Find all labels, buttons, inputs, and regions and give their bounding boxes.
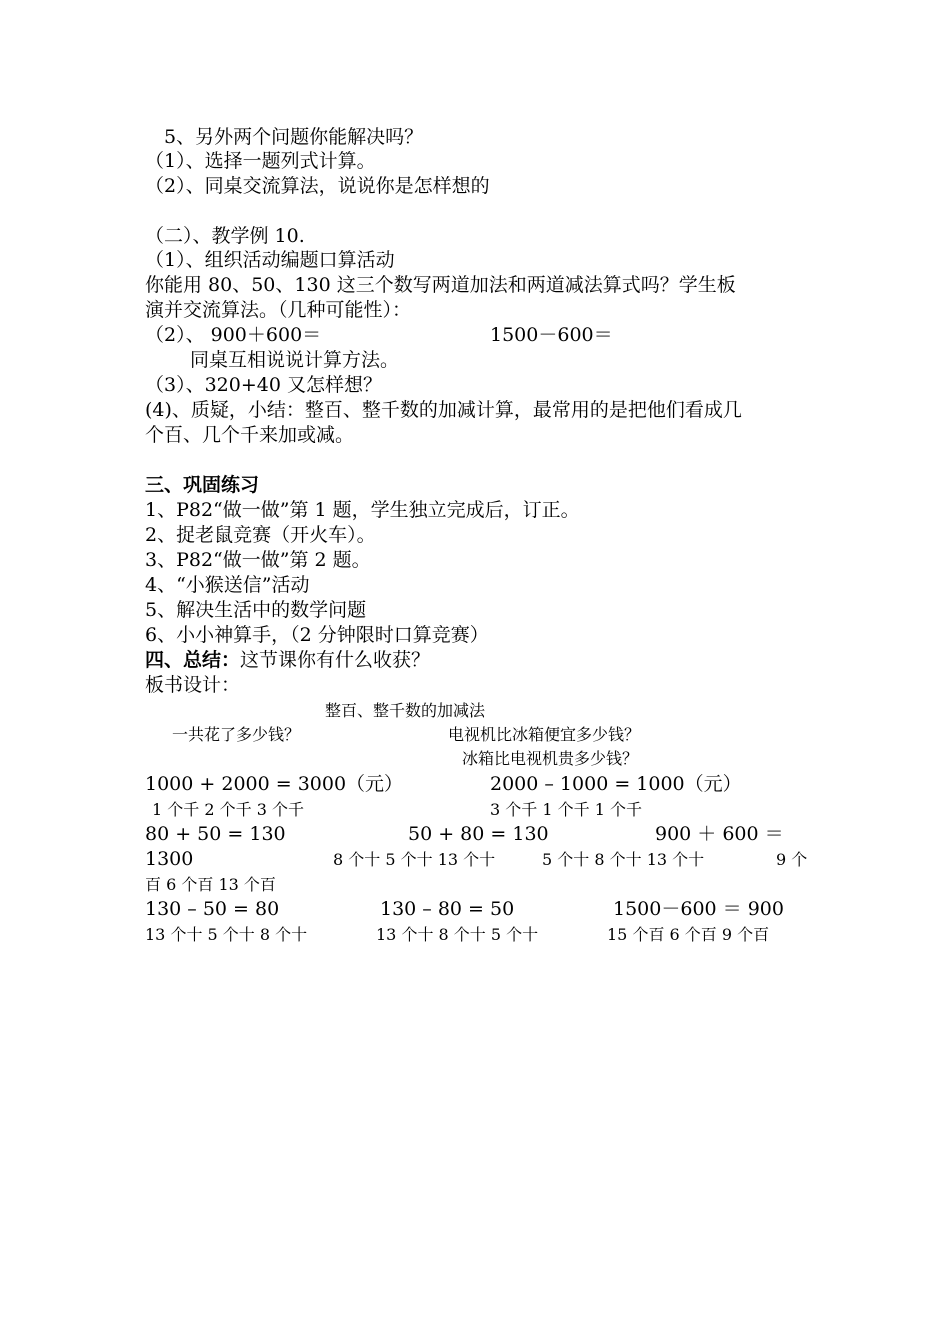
section-heading: （二）、教学例 10. <box>145 225 305 247</box>
board-title: 整百、整千数的加减法 <box>325 701 486 720</box>
board-equation: 80 + 50 = 130 <box>145 823 286 845</box>
board-label: 板书设计： <box>145 674 241 696</box>
section-heading: 三、巩固练习 <box>145 474 260 496</box>
list-item: 3、P82“做一做”第 2 题。 <box>145 549 371 571</box>
text-line: 个百、几个千来加或减。 <box>145 424 355 446</box>
board-note: 8 个十 5 个十 13 个十 <box>333 850 496 869</box>
board-note: 15 个百 6 个百 9 个百 <box>607 925 770 944</box>
step-1: （1）、选择一题列式计算。 <box>145 150 376 172</box>
equation: 1500－600＝ <box>490 324 613 346</box>
board-note: 13 个十 8 个十 5 个十 <box>376 925 539 944</box>
list-item: 1、P82“做一做”第 1 题，学生独立完成后，订正。 <box>145 499 580 521</box>
summary-text: 这节课你有什么收获？ <box>240 649 431 671</box>
equation: （2）、 900＋600＝ <box>145 324 322 346</box>
text-line: （1）、组织活动编题口算活动 <box>145 249 395 271</box>
list-item: 5、解决生活中的数学问题 <box>145 599 367 621</box>
board-equation: 130 – 50 = 80 <box>145 898 280 920</box>
board-equation: 1300 <box>145 848 194 870</box>
board-equation: 50 + 80 = 130 <box>408 823 549 845</box>
board-question: 一共花了多少钱？ <box>172 725 301 744</box>
board-equation: 130 – 80 = 50 <box>380 898 515 920</box>
question-5: 5、另外两个问题你能解决吗？ <box>164 126 424 148</box>
summary-line <box>145 648 430 672</box>
step-2: （2）、同桌交流算法，说说你是怎样想的 <box>145 175 490 197</box>
board-equation: 2000 – 1000 = 1000（元） <box>490 773 742 795</box>
board-note: 1 个千 2 个千 3 个千 <box>152 800 304 819</box>
text-line: (4)、质疑，小结：整百、整千数的加减计算，最常用的是把他们看成几 <box>145 399 742 421</box>
board-equation: 1500－600 ＝ 900 <box>613 898 784 920</box>
text-line: 你能用 80、50、130 这三个数写两道加法和两道减法算式吗？学生板 <box>145 274 736 296</box>
text-line: 同桌互相说说计算方法。 <box>190 349 400 371</box>
section-heading: 四、总结： <box>145 649 241 671</box>
board-note: 百 6 个百 13 个百 <box>145 875 276 894</box>
board-note: 9 个 <box>776 850 808 869</box>
list-item: 6、小小神算手，（2 分钟限时口算竞赛） <box>145 624 489 646</box>
list-item: 2、捉老鼠竞赛（开火车）。 <box>145 524 376 546</box>
board-note: 13 个十 5 个十 8 个十 <box>145 925 308 944</box>
board-note: 3 个千 1 个千 1 个千 <box>490 800 642 819</box>
board-question: 冰箱比电视机贵多少钱？ <box>462 749 639 768</box>
board-equation: 900 ＋ 600 ＝ <box>655 823 784 845</box>
list-item: 4、“小猴送信”活动 <box>145 574 310 596</box>
text-line: （3）、320+40 又怎样想？ <box>145 374 382 396</box>
text-line: 演并交流算法。（几种可能性）： <box>145 299 412 321</box>
board-note: 5 个十 8 个十 13 个十 <box>542 850 705 869</box>
board-question: 电视机比冰箱便宜多少钱？ <box>448 725 641 744</box>
board-equation: 1000 + 2000 = 3000（元） <box>145 773 404 795</box>
